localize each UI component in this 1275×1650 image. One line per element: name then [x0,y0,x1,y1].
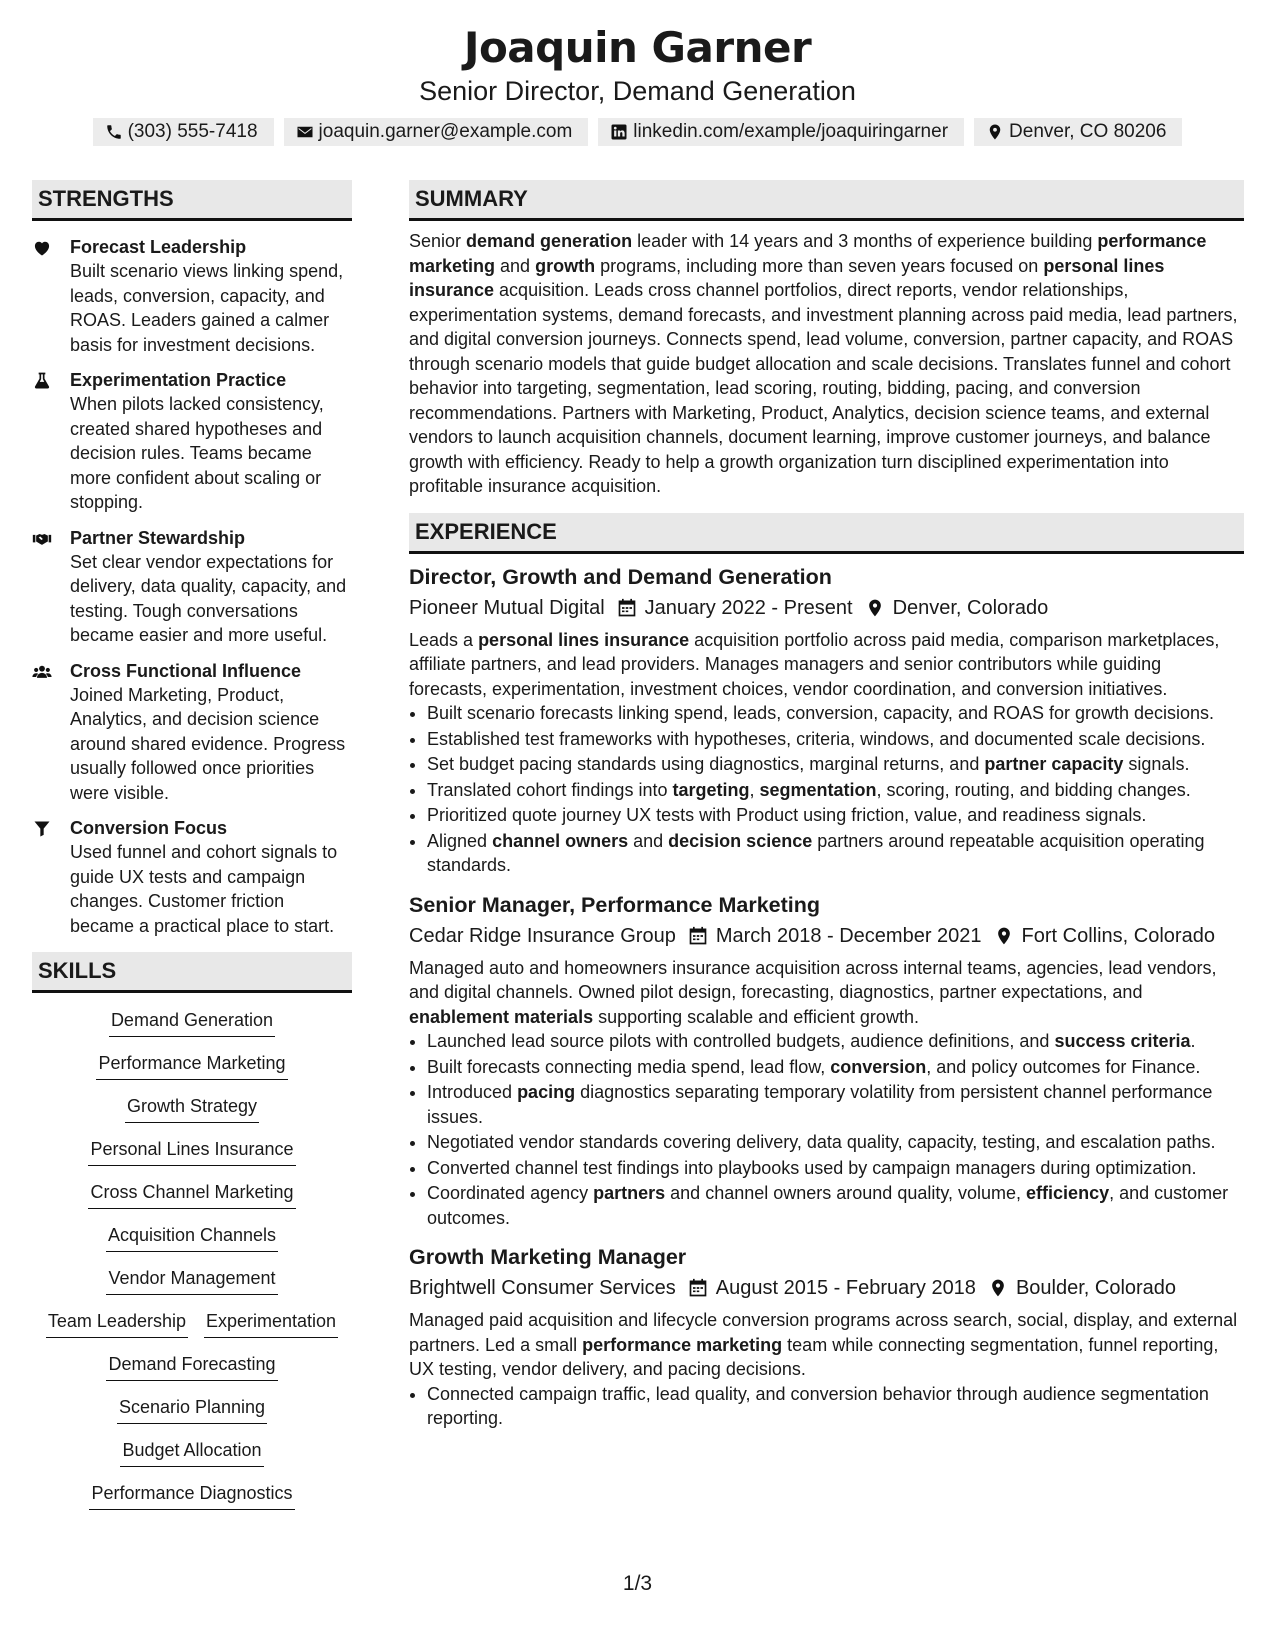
strength-title: Conversion Focus [70,818,228,838]
text-run: team while connecting segmentation, funnel reporting, UX testing, vendor delivery, and pacing decisions. [409,1334,1219,1379]
strength-desc: When pilots lacked consistency, created shared hypotheses and decision rules. Teams became more confident about scaling or stopping. [70,394,324,512]
bullet-item [427,1156,1244,1181]
map-pin-icon [994,926,1014,946]
job-location: Boulder, Colorado [1015,1277,1177,1299]
bullet-item [427,1130,1244,1155]
bold-text: growth [535,255,596,276]
bullet-item [427,727,1244,752]
text-run: Aligned [427,830,493,851]
job-meta [409,592,1244,624]
strengths-list [32,235,352,938]
job-location: Fort Collins, Colorado [1021,924,1215,947]
text-run: Launched lead source pilots with controlled budgets, audience definitions, and [427,1031,1055,1051]
bullet-item [427,1029,1244,1054]
right-column [409,180,1244,1432]
location-chip [974,118,1182,146]
text-run: acquisition. Leads cross channel portfolios, direct reports, vendor relationships, experimentation systems, demand forecasts, and investment planning across paid media, lead partners, and digital conversion journeys. Connects spend, lead volume, conversion, partner capacity, and ROAS through scenario models that guide budget allocation and scale decisions. Translates funnel and cohort behavior into targeting, segmentation, lead scoring, routing, bidding, pacing, and conversion recommendations. Partners with Marketing, Product, Analytics, decision science teams, and external vendors to launch acquisition channels, document learning, improve customer journeys, and balance growth with efficiency. Ready to help a growth organization turn disciplined experimentation into profitable insurance acquisition. [409,280,1238,496]
skill-tag: Demand Forecasting [106,1351,277,1381]
job-entry [409,1242,1244,1431]
email-text: joaquin.garner@example.com [318,121,573,142]
bullet-item [427,752,1244,777]
map-pin-icon [988,1278,1008,1298]
bullet-item [427,1382,1244,1431]
left-column [32,180,352,1523]
location-text: Denver, CO 80206 [1009,121,1167,142]
text-run: and channel owners around quality, volume, [665,1183,1027,1203]
skill-tag: Experimentation [204,1308,338,1338]
bullet-item [427,778,1244,803]
text-run: Senior [409,231,467,251]
heart-icon [32,238,52,258]
job-dates: March 2018 - December 2021 [715,924,982,947]
job-bullets [409,701,1244,878]
skill-tag: Vendor Management [106,1265,277,1295]
linkedin-text: linkedin.com/example/joaquiringarner [633,121,949,142]
summary-heading: SUMMARY [409,180,1244,221]
skill-tag: Performance Marketing [96,1050,287,1080]
bold-text: enablement materials [409,1006,594,1027]
skill-tag: Scenario Planning [117,1394,267,1424]
bold-text: performance marketing [409,231,1207,276]
text-run: supporting scalable and efficient growth. [593,1006,919,1027]
strength-item [32,659,352,806]
bold-text: partner capacity [984,754,1124,774]
job-meta [409,1272,1244,1304]
strength-title: Experimentation Practice [70,370,287,390]
text-run: and [628,830,669,851]
bold-text: partners [593,1183,666,1203]
text-run: Connected campaign traffic, lead quality, and conversion behavior through audience segmentation reporting. [427,1383,1209,1428]
job-dates: August 2015 - February 2018 [715,1277,976,1299]
text-run: Managed paid acquisition and lifecycle conversion programs across search, social, display, and external partners. Led a small [409,1310,1238,1355]
bold-text: personal lines insurance [478,629,690,650]
text-run: acquisition portfolio across paid media, comparison marketplaces, affiliate partners, and lead providers. Manages managers and senior contributors while guiding forecasts, experimentation, investment choices, vendor coordination, and conversion initiatives. [409,629,1220,699]
calendar-icon [688,1278,708,1298]
skills-heading: SKILLS [32,952,352,993]
skill-tag: Growth Strategy [125,1093,259,1123]
phone-text: (303) 555-7418 [127,121,258,142]
text-run: Established test frameworks with hypotheses, criteria, windows, and documented scale decisions. [427,728,1206,749]
text-run: partners around repeatable acquisition operating standards. [427,830,1205,875]
text-run: Introduced [427,1082,518,1102]
skills-list [32,1007,352,1510]
strength-desc: Set clear vendor expectations for delivery, data quality, capacity, and testing. Tough conversations became easier and more useful. [70,551,347,645]
bold-text: pacing [517,1082,576,1102]
bold-text: performance marketing [582,1334,783,1355]
text-run: , [749,779,760,800]
contact-bar [0,118,1275,146]
bold-text: decision science [668,830,813,851]
job-title: Growth Marketing Manager [409,1245,687,1269]
map-pin-icon [986,123,1004,141]
bullet-item [427,1080,1244,1129]
strength-item [32,816,352,938]
text-run: diagnostics separating temporary volatility from persistent channel performance issues. [427,1082,1213,1127]
resume-header [0,22,1275,146]
text-run: Converted channel test findings into playbooks used by campaign managers during optimization. [427,1157,1197,1178]
job-entry [409,890,1244,1231]
skill-tag: Demand Generation [109,1007,275,1037]
text-run: . [1190,1031,1196,1051]
skills-section [32,952,352,1510]
text-run: Built forecasts connecting media spend, lead flow, [427,1056,831,1077]
text-run: Managed auto and homeowners insurance acquisition across internal teams, agencies, lead vendors, and digital channels. Owned pilot design, forecasting, diagnostics, partner expectations, and [409,957,1217,1002]
skill-tag: Team Leadership [46,1308,188,1338]
job-description [409,956,1244,1030]
flask-icon [32,371,52,391]
bullet-item [427,803,1244,828]
skill-tag: Performance Diagnostics [89,1480,294,1510]
strength-title: Forecast Leadership [70,237,247,257]
bullet-item [427,829,1244,878]
text-run: Translated cohort findings into [427,779,673,800]
strength-item [32,235,352,357]
skill-tag: Personal Lines Insurance [88,1136,295,1166]
strength-item [32,368,352,515]
bullet-item [427,1055,1244,1080]
job-location: Denver, Colorado [892,596,1049,619]
page-number: 1/3 [622,1572,653,1595]
job-description [409,1308,1244,1382]
text-run: leader with 14 years and 3 months of experience building [632,231,1098,251]
filter-icon [32,819,52,839]
text-run: , and policy outcomes for Finance. [926,1056,1201,1077]
text-run: Leads a [409,629,479,650]
text-run: Prioritized quote journey UX tests with Product using friction, value, and readiness signals. [427,805,1147,825]
skill-tag: Budget Allocation [120,1437,263,1467]
bold-text: conversion [830,1056,927,1077]
text-run: signals. [1123,754,1190,774]
bold-text: channel owners [492,830,629,851]
calendar-icon [617,598,637,618]
text-run: Negotiated vendor standards covering delivery, data quality, capacity, testing, and escalation paths. [427,1132,1216,1152]
handshake-icon [32,529,52,549]
bold-text: demand generation [466,231,633,251]
candidate-title: Senior Director, Demand Generation [419,76,856,106]
strength-title: Cross Functional Influence [70,660,302,681]
bold-text: efficiency [1026,1183,1110,1203]
map-pin-icon [865,598,885,618]
text-run: Coordinated agency [427,1183,594,1203]
candidate-name: Joaquin Garner [463,23,812,72]
strength-desc: Joined Marketing, Product, Analytics, and decision science around shared evidence. Progress usually followed once priorities were visible. [70,684,346,803]
bullet-item [427,701,1244,726]
bullet-item [427,1181,1244,1230]
text-run: , and customer outcomes. [427,1183,1229,1228]
summary-text [409,229,1244,499]
linkedin-chip[interactable] [598,118,964,146]
job-title: Director, Growth and Demand Generation [409,564,832,589]
skill-tag: Acquisition Channels [106,1222,278,1252]
bold-text: personal lines insurance [409,255,1165,300]
strengths-heading: STRENGTHS [32,180,352,221]
text-run: , scoring, routing, and bidding changes. [876,779,1191,800]
experience-heading: EXPERIENCE [409,513,1244,554]
email-chip[interactable] [284,118,589,146]
job-bullets [409,1029,1244,1230]
text-run: Set budget pacing standards using diagnostics, marginal returns, and [427,754,985,774]
phone-chip[interactable] [93,118,274,146]
text-run: Built scenario forecasts linking spend, leads, conversion, capacity, and ROAS for growth decisions. [427,703,1215,723]
text-run: and [495,255,536,276]
job-company: Cedar Ridge Insurance Group [409,924,676,947]
users-icon [32,662,52,682]
envelope-icon [296,123,314,141]
strength-item [32,526,352,648]
job-bullets [409,1382,1244,1431]
linkedin-icon [610,123,628,141]
phone-icon [105,123,123,141]
job-company: Brightwell Consumer Services [409,1277,676,1299]
bold-text: segmentation [759,779,877,800]
job-dates: January 2022 - Present [644,596,853,619]
job-title: Senior Manager, Performance Marketing [409,892,821,917]
job-meta [409,920,1244,952]
skill-tag: Cross Channel Marketing [88,1179,295,1209]
strength-title: Partner Stewardship [70,527,246,548]
bold-text: targeting [672,779,750,800]
calendar-icon [688,926,708,946]
job-description [409,628,1244,702]
job-company: Pioneer Mutual Digital [409,596,605,619]
strength-desc: Built scenario views linking spend, leads, conversion, capacity, and ROAS. Leaders gained a calmer basis for investment decisions. [70,261,344,355]
text-run: programs, including more than seven years focused on [595,255,1044,276]
bold-text: success criteria [1054,1031,1191,1051]
job-entry [409,562,1244,878]
experience-section [409,513,1244,1431]
strength-desc: Used funnel and cohort signals to guide UX tests and campaign changes. Customer friction became a practical place to start. [70,842,338,936]
